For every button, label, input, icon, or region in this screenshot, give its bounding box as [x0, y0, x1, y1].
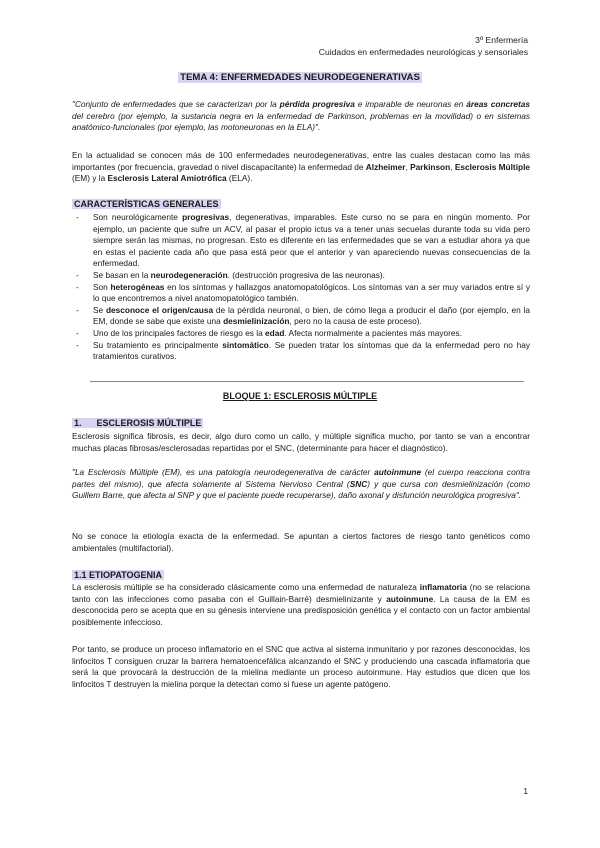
text-run: Son neurológicamente — [93, 212, 183, 222]
esclerosis-quote — [72, 467, 530, 502]
bold-run: neurodegeneración — [150, 269, 228, 280]
text-run: . Afecta normalmente a pacientes más mayores. — [284, 327, 462, 338]
characteristics-list — [72, 212, 530, 363]
horizontal-divider — [90, 381, 524, 382]
list-item — [72, 212, 530, 270]
heading-highlight — [72, 418, 203, 428]
text-run: Se — [93, 304, 106, 315]
definition-quote — [72, 99, 530, 134]
text-run: En la actualidad se conocen más de 100 enfermedades neurodegenerativas, entre las cuales destacan como las más importantes (por frecuencia, gravedad o nivel discapacitante) la enfermedad de — [72, 150, 530, 172]
list-item — [72, 282, 530, 305]
list-item — [72, 340, 530, 363]
header-subject: Cuidados en enfermedades neurológicas y sensoriales — [318, 47, 528, 57]
text-run: Su tratamiento es principalmente — [93, 339, 223, 350]
text-run: , — [450, 161, 455, 172]
title-text: TEMA 4: ENFERMEDADES NEURODEGENERATIVAS — [180, 72, 420, 83]
bold-run: edad — [265, 327, 285, 338]
bold-run: inflamatoria — [419, 582, 467, 592]
bold-run: Alzheimer — [365, 161, 406, 172]
text-run: , — [405, 161, 411, 172]
text-run: (no se relaciona tanto con las infecciones como pasaba con el Guillain-Barré) desmielinizante y — [72, 582, 531, 604]
text-run: (EM) y la — [72, 173, 108, 184]
esclerosis-definition: Esclerosis significa fibrosis, es decir, algo duro como un callo, y múltiple significa mucho, por tanto se van a encontrar muchas placas fibrosas/esclerosadas repartidas por el SNC, (determinante para hacer el diagnóstico). — [72, 431, 530, 453]
bold-run: sintomático — [222, 339, 269, 350]
etiopatogenia-paragraph-2: Por tanto, se produce un proceso inflamatorio en el SNC que activa al sistema inmunitario y por razones desconocidas, los linfocitos T consiguen cruzar la barrera hematoencefálica alcanzando el SNC y produciendo una cascada inflamatoria que será la que provocará la destrucción de la mielina mediante un proceso autoinmune. Hay estudios que dicen que los linfocitos T destruyen la mielina porque la detectan como si fuese un agente patógeno. — [72, 644, 530, 689]
section-heading-etiopatogenia — [72, 570, 164, 580]
text-run: , degenerativas, imparables. Este curso no se para en ningún momento. Por ejemplo, un paciente que sufre un ACV, al pasar el propio ictus va a tener unas secuelas durante toda su vida pero siempre serán las mismas, no progresan. Esto es diferente en las enfermedades que se van a estudiar ahora ya que en estas el paciente cada año que pasa está peor que el anterior y van apareciendo nuevas consecuencias de la enfermedad. — [93, 212, 530, 269]
bold-run: SNC — [349, 478, 368, 489]
section-heading-esclerosis — [72, 418, 203, 428]
heading-number: 1. — [74, 418, 82, 428]
bold-run: áreas concretas — [466, 99, 530, 109]
text-run: en los síntomas y hallazgos anatomopatológicos. Los síntomas van a ser muy variados entre sí y lo que encontremos a nivel anatomopatológico también. — [93, 281, 530, 304]
bold-run: Esclerosis Lateral Amiotrófica — [107, 173, 227, 184]
etiopatogenia-paragraph-1 — [72, 582, 530, 628]
bold-run: heterogéneas — [110, 281, 165, 292]
page-title — [0, 72, 600, 83]
text-run: . La causa de la EM es desconocida pero se acepta que en su génesis interviene una predisposición genética y el contacto con un factor ambiental posiblemente infeccioso. — [72, 593, 530, 627]
list-item — [72, 305, 530, 328]
bold-run: autoinmune — [374, 467, 422, 477]
text-run: ) y que cursa con desmielinización (como Guillem Barre, que afecta al SNP y que el paciente puede recuperarse), daño axonal y disfunción neurológica progresiva". — [72, 478, 530, 501]
text-run: La esclerosis múltiple se ha considerado clásicamente como una enfermedad de naturaleza — [72, 582, 420, 592]
bold-run: desmielinización — [223, 316, 290, 327]
text-run: "La Esclerosis Múltiple (EM), es una patología neurodegenerativa de carácter — [72, 467, 375, 477]
list-item — [72, 328, 530, 340]
bold-run: Parkinson — [410, 161, 451, 172]
page-header — [319, 34, 528, 58]
etiologia-paragraph: No se conoce la etiología exacta de la enfermedad. Se apuntan a ciertos factores de riesgo tanto genéticos como ambientales (multifactorial). — [72, 531, 530, 553]
text-run: Uno de los principales factores de riesgo es la — [93, 327, 266, 338]
text-run: e imparable de neuronas en — [354, 99, 467, 109]
text-run: , pero no la causa de este proceso). — [289, 316, 422, 327]
heading-text: 1.1 ETIOPATOGENIA — [74, 570, 163, 580]
text-run: (el cuerpo reacciona contra partes del mismo), que afecta solamente al Sistema Nervioso Central ( — [72, 467, 530, 489]
bold-run: progresivas — [182, 212, 230, 222]
header-course: 3º Enfermería — [475, 35, 528, 45]
bold-run: desconoce el origen/causa — [105, 304, 214, 315]
text-run: de la pérdida neuronal, o bien, de cómo llega a producir el daño (por ejemplo, en la EM, donde se sabe que existe una — [93, 304, 530, 327]
text-run: "Conjunto de enfermedades que se caracterizan por la — [72, 99, 280, 109]
text-run: . (destrucción progresiva de las neuronas). — [227, 269, 385, 280]
heading-text: CARACTERÍSTICAS GENERALES — [74, 199, 219, 209]
text-run: . Se pueden tratar los síntomas que da la enfermedad pero no hay tratamientos curativos. — [93, 339, 530, 362]
heading-text: ESCLEROSIS MÚLTIPLE — [96, 418, 202, 428]
bold-run: pérdida progresiva — [279, 99, 355, 109]
page-number: 1 — [523, 786, 528, 796]
bold-run: Esclerosis Múltiple — [454, 161, 530, 172]
intro-paragraph — [72, 150, 530, 185]
section-heading-caracteristicas — [72, 199, 221, 209]
text-run: Son — [93, 281, 111, 292]
list-item — [72, 270, 530, 282]
text-run: Se basan en la — [93, 269, 151, 280]
bloque-heading: BLOQUE 1: ESCLEROSIS MÚLTIPLE — [222, 391, 378, 401]
text-run: (ELA). — [226, 173, 253, 184]
text-run: del cerebro (por ejemplo, la sustancia negra en la enfermedad de Parkinson, problemas en la movilidad) o en sistemas anatómico-funcionales (por ejemplo, las motoneuronas en la ELA)". — [72, 110, 530, 133]
bold-run: autoinmune — [386, 593, 434, 604]
